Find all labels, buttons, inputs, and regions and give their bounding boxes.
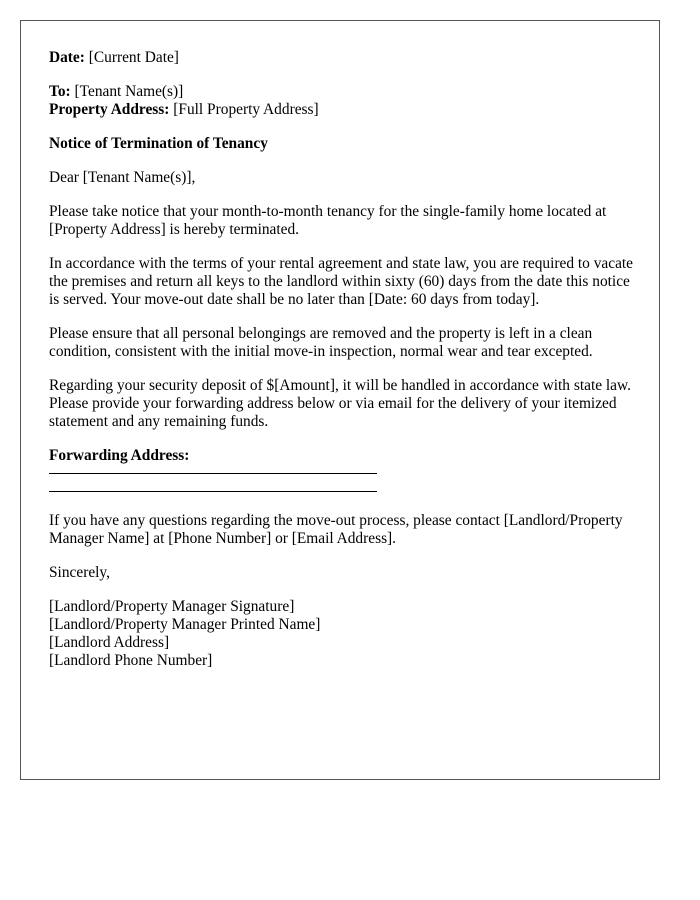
property-address-label: Property Address: — [49, 101, 170, 118]
date-label: Date: — [49, 49, 85, 66]
contact-paragraph: If you have any questions regarding the move-out process, please contact [Landlord/Property Manager Name] at [Phone Number] or [Email Address]. — [49, 512, 623, 547]
landlord-phone-line: [Landlord Phone Number] — [49, 652, 213, 669]
letter-page — [20, 20, 660, 780]
letter-content — [49, 49, 639, 670]
forwarding-address-lines — [49, 473, 377, 492]
body-paragraph-4: Regarding your security deposit of $[Amount], it will be handled in accordance with state law. Please provide your forwarding address below or via email for the delivery of your itemized statement and any remaining funds. — [49, 377, 631, 430]
signature-line: [Landlord/Property Manager Signature] — [49, 598, 295, 615]
notice-title: Notice of Termination of Tenancy — [49, 135, 268, 152]
forwarding-address-label — [49, 447, 639, 465]
landlord-address-line: [Landlord Address] — [49, 634, 170, 651]
closing: Sincerely, — [49, 564, 110, 581]
to-label: To: — [49, 83, 71, 100]
forwarding-address-blank-line — [49, 473, 377, 474]
forwarding-address-blank-line — [49, 491, 377, 492]
date-line — [49, 49, 639, 67]
property-address-value: [Full Property Address] — [173, 101, 319, 118]
printed-name-line: [Landlord/Property Manager Printed Name] — [49, 616, 321, 633]
signature-block — [49, 598, 639, 670]
forwarding-address-label-text: Forwarding Address: — [49, 447, 190, 464]
to-value: [Tenant Name(s)] — [74, 83, 184, 100]
date-value: [Current Date] — [88, 49, 179, 66]
body-paragraph-2: In accordance with the terms of your rental agreement and state law, you are required to vacate the premises and return all keys to the landlord within sixty (60) days from the date this notice is served. Your move-out date shall be no later than [Date: 60 days from today]. — [49, 255, 634, 308]
salutation: Dear [Tenant Name(s)], — [49, 169, 196, 186]
body-paragraph-1: Please take notice that your month-to-month tenancy for the single-family home located at [Property Address] is hereby terminated. — [49, 203, 607, 238]
property-address-line — [49, 101, 639, 119]
to-line — [49, 83, 639, 101]
recipient-block — [49, 83, 639, 119]
body-paragraph-3: Please ensure that all personal belongings are removed and the property is left in a clean condition, consistent with the initial move-in inspection, normal wear and tear excepted. — [49, 325, 593, 360]
